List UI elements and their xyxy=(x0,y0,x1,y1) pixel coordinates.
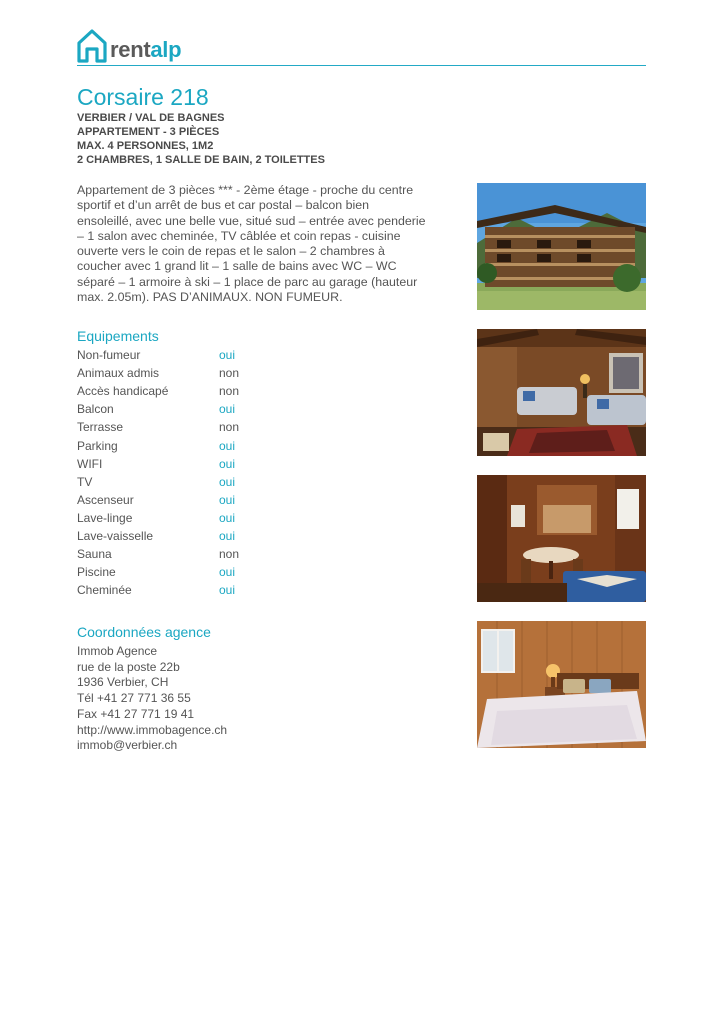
equipement-label: Terrasse xyxy=(77,420,124,435)
equipement-row xyxy=(77,491,277,509)
equipement-label: Ascenseur xyxy=(77,492,134,507)
equipement-value: oui xyxy=(219,565,236,580)
agency-street: rue de la poste 22b xyxy=(77,659,180,674)
equipement-value: oui xyxy=(219,438,236,453)
agency-contact xyxy=(77,644,227,754)
equipement-label: Piscine xyxy=(77,565,116,580)
equipement-value: oui xyxy=(219,510,236,525)
equipement-label: Cheminée xyxy=(77,583,132,598)
logo-wordmark xyxy=(110,36,181,64)
agency-website-link[interactable]: http://www.immobagence.ch xyxy=(77,722,228,737)
equipement-value: non xyxy=(219,384,240,399)
equipement-label: Non-fumeur xyxy=(77,348,141,363)
equipement-label: Accès handicapé xyxy=(77,384,169,399)
agency-fax: Fax +41 27 771 19 41 xyxy=(77,706,195,721)
equipement-row xyxy=(77,436,277,454)
equipement-row xyxy=(77,364,277,382)
subtitle-type: APPARTEMENT - 3 PIÈCES xyxy=(77,126,220,138)
agency-name: Immob Agence xyxy=(77,644,158,658)
rentalp-logo[interactable] xyxy=(77,23,181,63)
chalet-exterior-photo[interactable] xyxy=(477,183,646,310)
equipement-value: non xyxy=(219,547,240,562)
equipement-label: Sauna xyxy=(77,547,112,562)
equipement-value: non xyxy=(219,420,240,435)
subtitle-rooms: 2 CHAMBRES, 1 SALLE DE BAIN, 2 TOILETTES xyxy=(77,154,325,166)
equipement-row xyxy=(77,382,277,400)
equipement-row xyxy=(77,346,277,364)
agency-phone[interactable]: Tél +41 27 771 36 55 xyxy=(77,691,191,706)
equipement-label: Balcon xyxy=(77,402,114,417)
dining-kitchen-photo[interactable] xyxy=(477,475,646,602)
equipement-value: oui xyxy=(219,583,236,598)
equipement-row xyxy=(77,455,277,473)
equipement-row xyxy=(77,400,277,418)
equipement-value: oui xyxy=(219,348,236,363)
equipement-label: WIFI xyxy=(77,456,103,471)
house-logo-icon xyxy=(77,29,107,63)
subtitle-location: VERBIER / VAL DE BAGNES xyxy=(77,112,225,124)
equipement-row xyxy=(77,527,277,545)
equipement-value: oui xyxy=(219,474,236,489)
equipement-label: Parking xyxy=(77,438,118,453)
property-description: Appartement de 3 pièces *** - 2ème étage - proche du centre sportif et d’un arrêt de bus et car postal – balcon bien ensoleillé, avec une belle vue, situé sud – entrée avec penderie – 1 salon avec cheminée, TV câblée et coin repas - cuisine ouverte vers le coin de repas et le salon – 2 chambres à coucher avec 1 grand lit – 1 salle de bains avec WC – WC séparé – 1 armoire à ski – 1 place de parc au garage (hauteur max. 2.05m). PAS D’ANIMAUX. NON FUMEUR. xyxy=(77,183,426,305)
living-room-photo[interactable] xyxy=(477,329,646,456)
equipement-value: non xyxy=(219,366,240,381)
subtitle-capacity: MAX. 4 PERSONNES, 1M2 xyxy=(77,140,214,152)
equipement-row xyxy=(77,563,277,581)
equipement-row xyxy=(77,545,277,563)
agency-email-link[interactable]: immob@verbier.ch xyxy=(77,738,178,753)
equipement-row xyxy=(77,418,277,436)
equipement-label: Animaux admis xyxy=(77,366,160,381)
equipement-row xyxy=(77,509,277,527)
equipement-value: oui xyxy=(219,402,236,417)
logo-text-rent: rent xyxy=(110,37,151,62)
equipement-row xyxy=(77,473,277,491)
equipements-list xyxy=(77,346,277,599)
agency-city: 1936 Verbier, CH xyxy=(77,675,169,690)
agency-heading: Coordonnées agence xyxy=(77,624,211,640)
property-subtitles xyxy=(77,111,325,167)
equipement-value: oui xyxy=(219,456,236,471)
equipement-label: Lave-linge xyxy=(77,510,133,525)
equipements-heading: Equipements xyxy=(77,328,159,344)
equipement-value: oui xyxy=(219,492,236,507)
header-divider xyxy=(77,65,646,66)
equipement-value: oui xyxy=(219,528,236,543)
equipement-label: TV xyxy=(77,474,93,489)
equipement-label: Lave-vaisselle xyxy=(77,528,154,543)
property-title: Corsaire 218 xyxy=(77,84,209,110)
logo-text-alp: alp xyxy=(150,37,182,62)
equipement-row xyxy=(77,581,277,599)
bedroom-photo[interactable] xyxy=(477,621,646,748)
